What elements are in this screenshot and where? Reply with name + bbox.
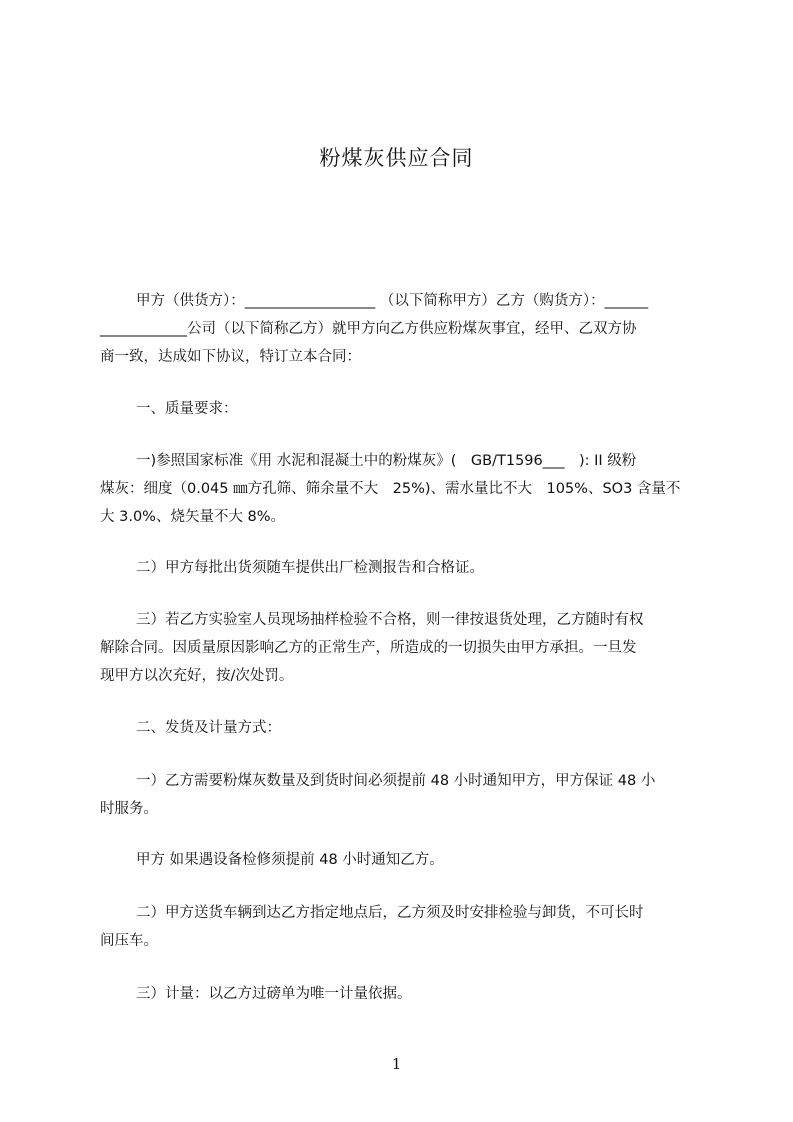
section-2-item-1-line-2: 时服务。 [100,801,158,817]
section-1-heading [100,395,700,423]
section-1-item-3 [100,606,700,690]
section-2-item-3 [100,980,700,1008]
section-2-heading-text: 二、发货及计量方式： [136,720,281,736]
intro-line-3: 商一致，达成如下协议，特订立本合同： [100,349,361,365]
section-2-item-2-line-1: 二）甲方送货车辆到达乙方指定地点后，乙方须及时安排检验与卸货，不可长时 [136,905,644,921]
section-2-item-1 [100,767,700,823]
intro-paragraph [100,287,700,371]
section-2-note [100,846,700,874]
section-1-item-3-line-1: 三）若乙方实验室人员现场抽样检验不合格，则一律按退货处理，乙方随时有权 [136,612,644,628]
section-1-item-1 [100,447,700,531]
page-number: 1 [391,1055,402,1073]
section-1-item-2 [100,554,700,582]
intro-line-1: 甲方（供货方）：__________________ （以下简称甲方）乙方（购货方）：______ [136,293,649,309]
section-2-item-2-line-2: 间压车。 [100,933,158,949]
section-2-note-text: 甲方 如果遇设备检修须提前 48 小时通知乙方。 [136,852,444,868]
section-2-item-1-line-1: 一）乙方需要粉煤灰数量及到货时间必须提前 48 小时通知甲方，甲方保证 48 小 [136,773,656,789]
section-1-item-2-text: 二）甲方每批出货须随车提供出厂检测报告和合格证。 [136,560,484,576]
section-2-heading [100,714,700,742]
section-1-item-1-line-3: 大 3.0%、烧矢量不大 8%。 [100,509,286,525]
section-1-heading-text: 一、质量要求： [136,401,238,417]
section-2-item-3-text: 三）计量：以乙方过磅单为唯一计量依据。 [136,986,412,1002]
document-title: 粉煤灰供应合同 [319,146,474,170]
section-1-item-1-line-1: 一)参照国家标准《用 水泥和混凝土中的粉煤灰》( GB/T1596___ ): II 级粉 [136,453,637,469]
intro-line-2: ____________公司（以下简称乙方）就甲方向乙方供应粉煤灰事宜，经甲、乙双方协 [100,321,637,337]
section-1-item-1-line-2: 煤灰：细度（0.045 ㎜方孔筛、筛余量不大 25%)、需水量比不大 105%、SO3 含量不 [100,481,681,497]
section-1-item-3-line-3: 现甲方以次充好，按/次处罚。 [100,668,294,684]
section-1-item-3-line-2: 解除合同。因质量原因影响乙方的正常生产，所造成的一切损失由甲方承担。一旦发 [100,640,637,656]
section-2-item-2 [100,899,700,955]
